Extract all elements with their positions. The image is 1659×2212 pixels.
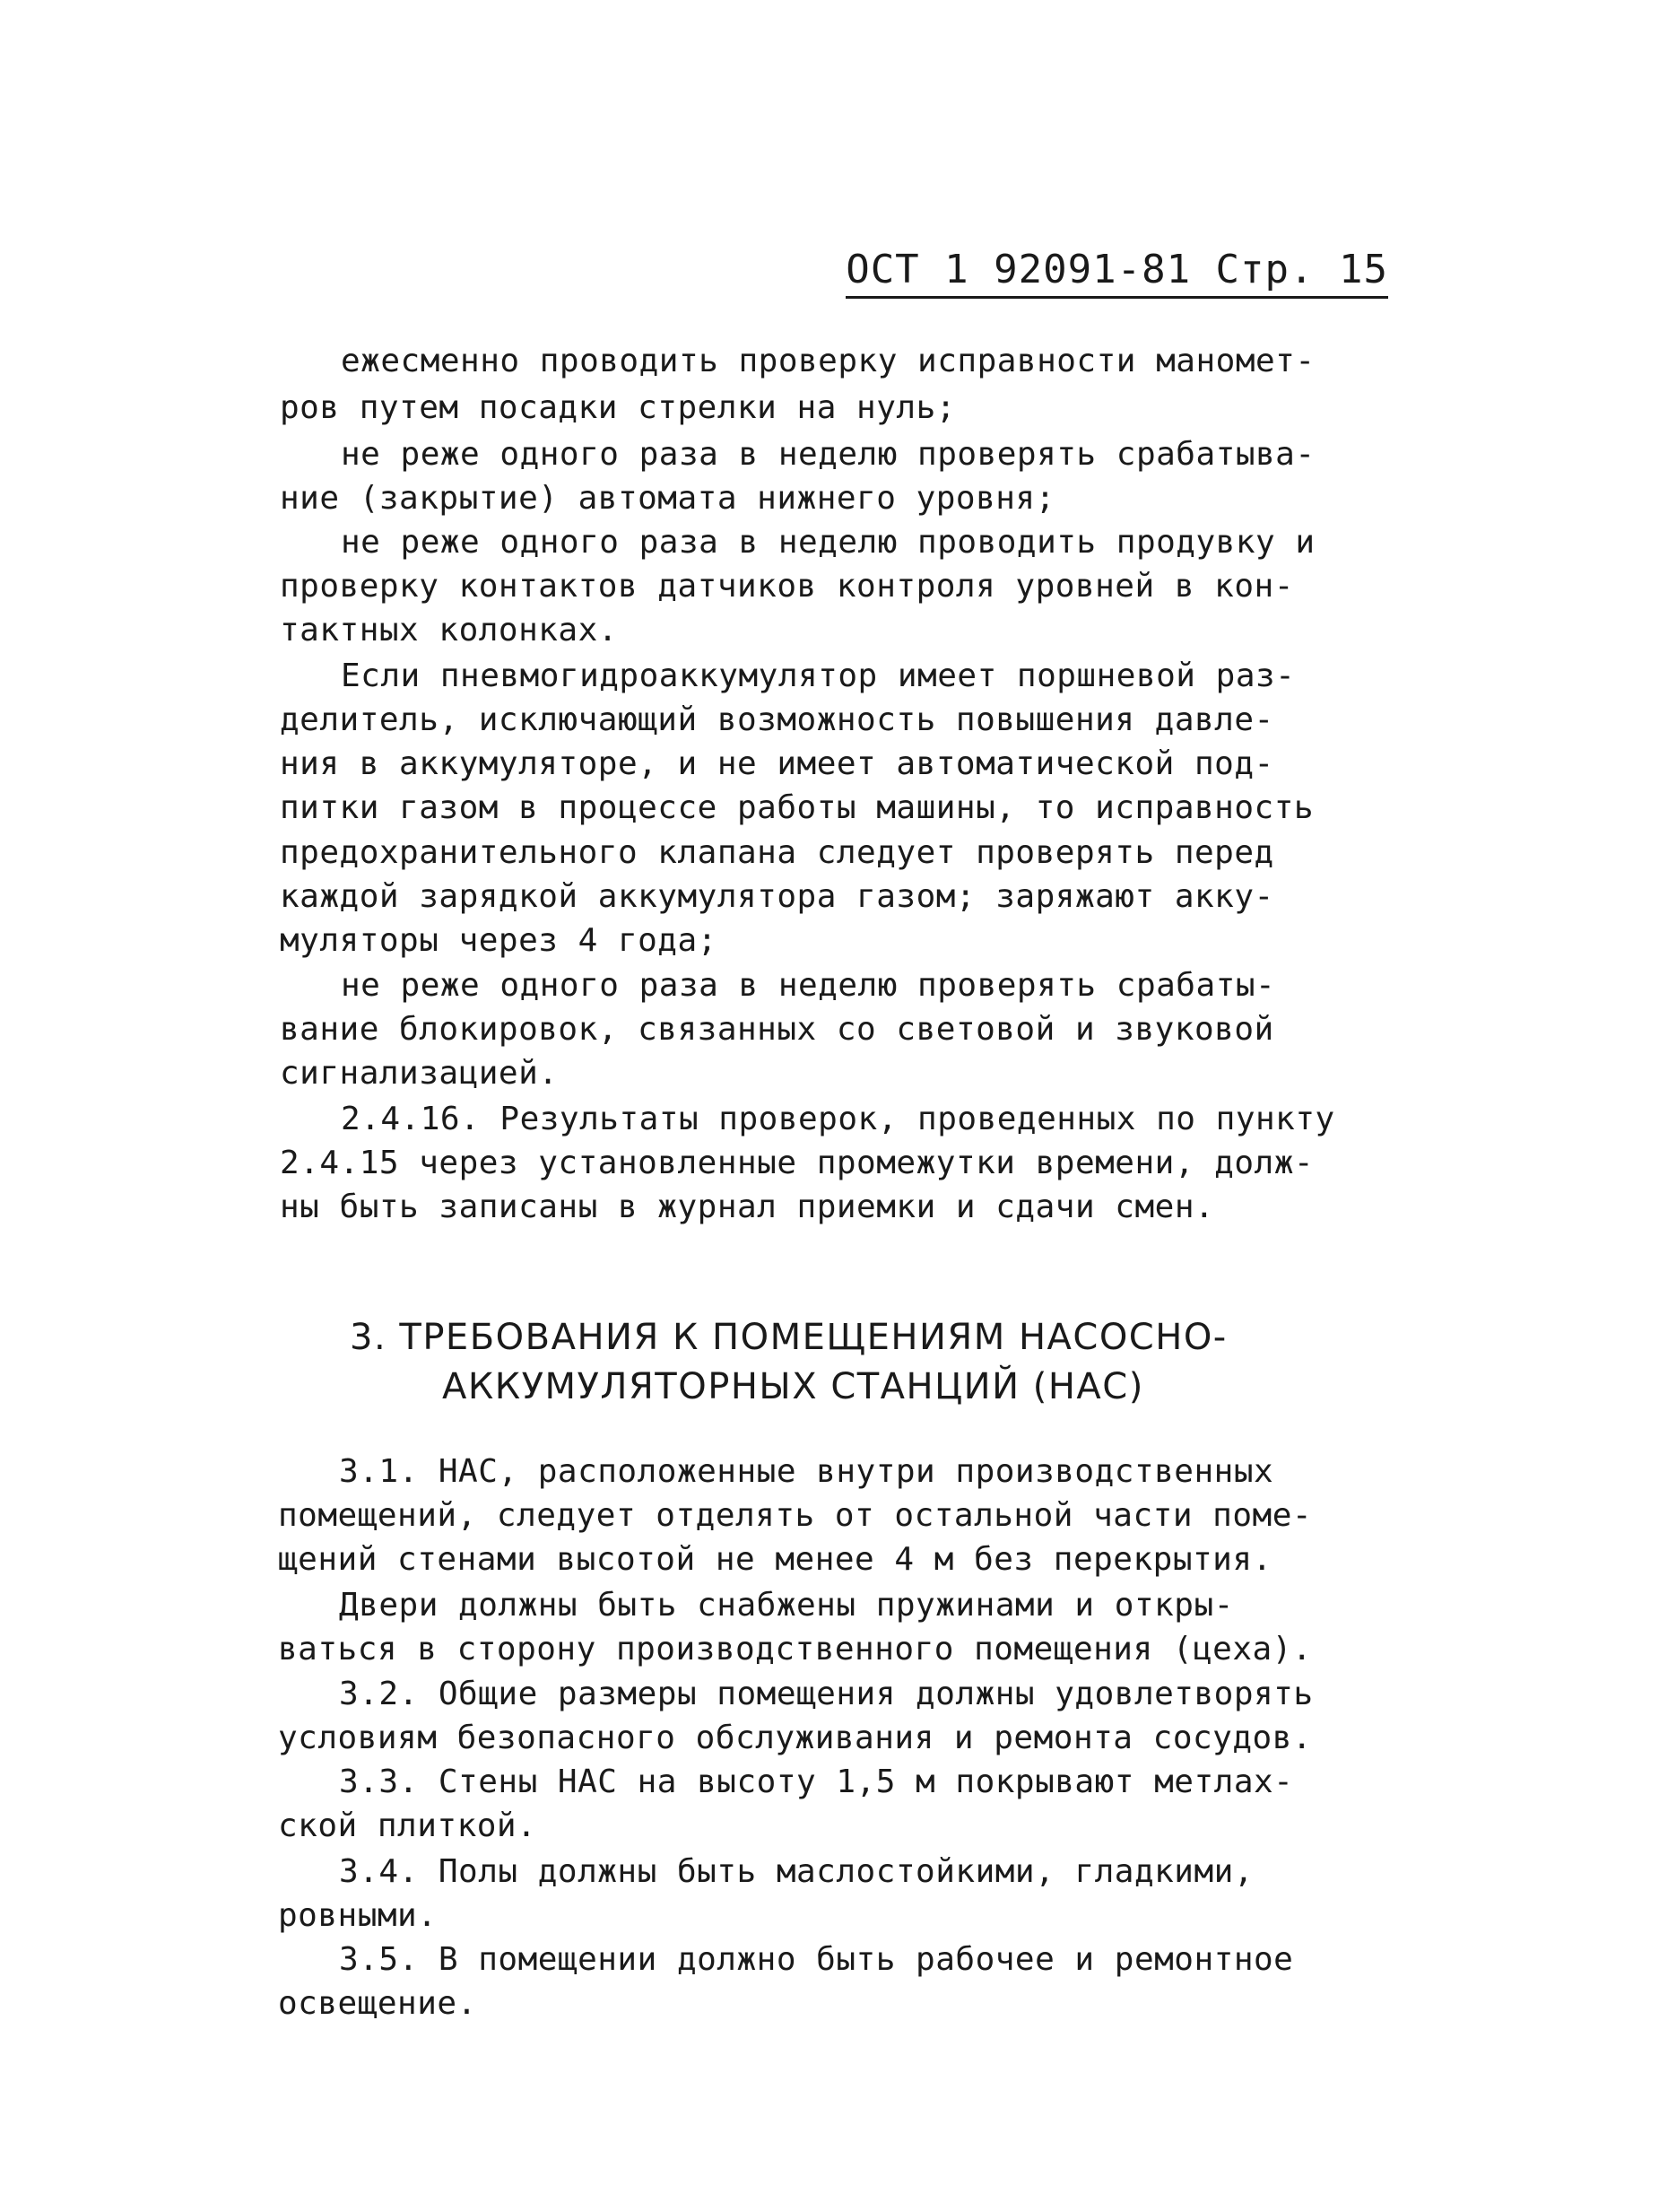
text-line: ны быть записаны в журнал приемки и сдачи смен.	[280, 1189, 1215, 1225]
text-line: ваться в сторону производственного помещения (цеха).	[278, 1631, 1313, 1668]
text-line: 2.4.16. Результаты проверок, проведенных по пункту	[341, 1101, 1335, 1137]
text-line: ния в аккумуляторе, и не имеет автоматической под-	[280, 745, 1274, 782]
text-line: помещений, следует отделять от остальной части поме-	[278, 1497, 1313, 1534]
text-line: делитель, исключающий возможность повышения давле-	[280, 701, 1274, 738]
text-line: не реже одного раза в неделю проверять срабатыва-	[341, 436, 1316, 473]
text-line: освещение.	[278, 1985, 477, 2022]
section-title: 3. ТРЕБОВАНИЯ К ПОМЕЩЕНИЯМ НАСОСНО-	[350, 1317, 1228, 1358]
text-line: 3.5. В помещении должно быть рабочее и ремонтное	[339, 1941, 1294, 1978]
text-line: Двери должны быть снабжены пружинами и откры-	[339, 1587, 1234, 1624]
text-line: ние (закрытие) автомата нижнего уровня;	[280, 480, 1055, 517]
text-line: 3.3. Стены НАС на высоту 1,5 м покрывают метлах-	[339, 1764, 1294, 1800]
text-line: тактных колонках.	[280, 612, 618, 649]
text-line: 3.4. Полы должны быть маслостойкими, гладкими,	[339, 1853, 1254, 1890]
text-line: 3.1. НАС, расположенные внутри производственных	[339, 1453, 1274, 1490]
text-line: ров путем посадки стрелки на нуль;	[280, 389, 956, 426]
text-line: не реже одного раза в неделю проверять срабаты-	[341, 967, 1276, 1004]
text-line: сигнализацией.	[280, 1055, 559, 1092]
text-line: проверку контактов датчиков контроля уровней в кон-	[280, 568, 1294, 605]
document-header: ОСТ 1 92091-81 Стр. 15	[846, 244, 1388, 299]
text-line: ежесменно проводить проверку исправности маномет-	[341, 343, 1316, 379]
text-line: вание блокировок, связанных со световой и звуковой	[280, 1011, 1274, 1048]
text-line: не реже одного раза в неделю проводить продувку и	[341, 524, 1316, 561]
text-line: щений стенами высотой не менее 4 м без перекрытия.	[278, 1541, 1272, 1578]
text-line: предохранительного клапана следует проверять перед	[280, 834, 1274, 871]
text-line: Если пневмогидроаккумулятор имеет поршневой раз-	[341, 658, 1296, 694]
text-line: каждой зарядкой аккумулятора газом; заряжают акку-	[280, 878, 1274, 915]
text-line: 2.4.15 через установленные промежутки времени, долж-	[280, 1145, 1315, 1181]
text-line: условиям безопасного обслуживания и ремонта сосудов.	[278, 1720, 1313, 1756]
text-line: 3.2. Общие размеры помещения должны удовлетворять	[339, 1676, 1314, 1712]
text-line: ровными.	[278, 1897, 438, 1934]
section-title: АККУМУЛЯТОРНЫХ СТАНЦИЙ (НАС)	[442, 1366, 1144, 1407]
text-line: питки газом в процессе работы машины, то исправность	[280, 789, 1315, 826]
text-line: муляторы через 4 года;	[280, 922, 717, 959]
text-line: ской плиткой.	[278, 1807, 537, 1844]
